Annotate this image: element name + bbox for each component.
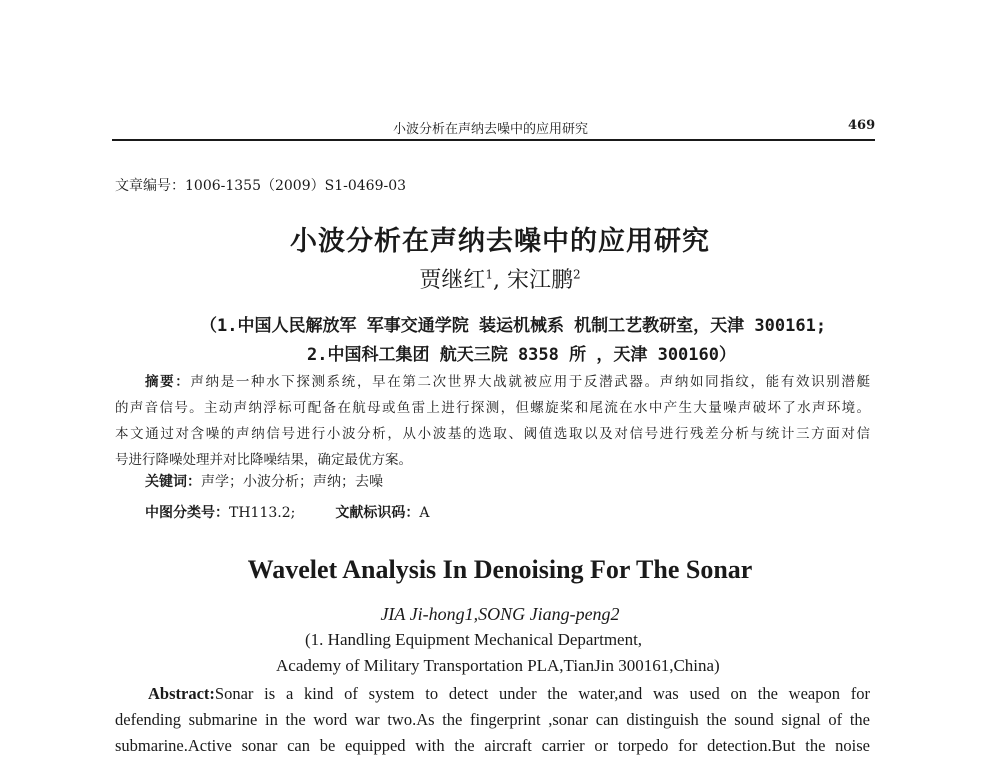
english-affiliation-1: (1. Handling Equipment Mechanical Department,: [305, 630, 643, 649]
article-number: 文章编号：1006-1355（2009）S1-0469-03: [115, 178, 407, 194]
keywords: [145, 471, 383, 491]
abstract-label: 摘要：: [145, 374, 191, 390]
chinese-affiliation-2: 2.中国科工集团 航天三院 8358 所 ，天津 300160）: [307, 345, 736, 365]
header-rule: [112, 139, 875, 141]
english-abstract-line: submarine.Active sonar can be equipped with the aircraft carrier or torpedo for detection.But the noise: [115, 736, 870, 755]
english-abstract-line: [115, 684, 870, 704]
english-authors: JIA Ji-hong1,SONG Jiang-peng2: [380, 604, 620, 624]
author-separator: ,: [493, 268, 500, 293]
chinese-title: 小波分析在声纳去噪中的应用研究: [290, 226, 710, 257]
chinese-abstract-line: 本文通过对含噪的声纳信号进行小波分析，从小波基的选取、阈值选取以及对信号进行残差分析与统计三方面对信: [115, 426, 870, 442]
author-1-marker: 1: [485, 267, 493, 282]
chinese-affiliation-1: （1.中国人民解放军 军事交通学院 装运机械系 机制工艺教研室，天津 300161;: [200, 316, 827, 336]
author-1: 贾继红: [419, 268, 486, 293]
keywords-label: 关键词：: [145, 474, 201, 490]
english-abstract-line: defending submarine in the word war two.As the fingerprint ,sonar can distinguish the sound signal of the: [115, 710, 870, 729]
author-2: 宋江鹏: [507, 268, 574, 293]
english-title: Wavelet Analysis In Denoising For The Sonar: [247, 555, 753, 584]
class-value: TH113.2;: [229, 505, 296, 521]
doc-code-label: 文献标识码：: [335, 505, 420, 521]
chinese-abstract-line: 的声音信号。主动声纳浮标可配备在航母或鱼雷上进行探测，但螺旋桨和尾流在水中产生大量噪声破坏了水声环境。: [115, 400, 870, 416]
class-label: 中图分类号：: [145, 505, 229, 521]
running-header: 小波分析在声纳去噪中的应用研究: [393, 122, 589, 137]
page-number: 469: [848, 118, 876, 133]
doc-code-value: A: [419, 505, 430, 521]
keywords-value: 声学；小波分析；声纳；去噪: [201, 474, 383, 490]
chinese-abstract-line: 号进行降噪处理并对比降噪结果，确定最优方案。: [115, 452, 412, 468]
english-affiliation-2: Academy of Military Transportation PLA,TianJin 300161,China): [276, 656, 720, 675]
classification: [145, 502, 429, 522]
chinese-authors: [0, 263, 1000, 294]
author-2-marker: 2: [573, 267, 581, 282]
abstract-text: 声纳是一种水下探测系统，早在第二次世界大战就被应用于反潜武器。声纳如同指纹，能有效识别潜艇: [190, 374, 871, 390]
english-abstract-label: Abstract:: [148, 684, 215, 703]
chinese-abstract-line: [115, 370, 870, 390]
english-abstract-text: Sonar is a kind of system to detect under the water,and was used on the weapon for: [214, 684, 870, 703]
